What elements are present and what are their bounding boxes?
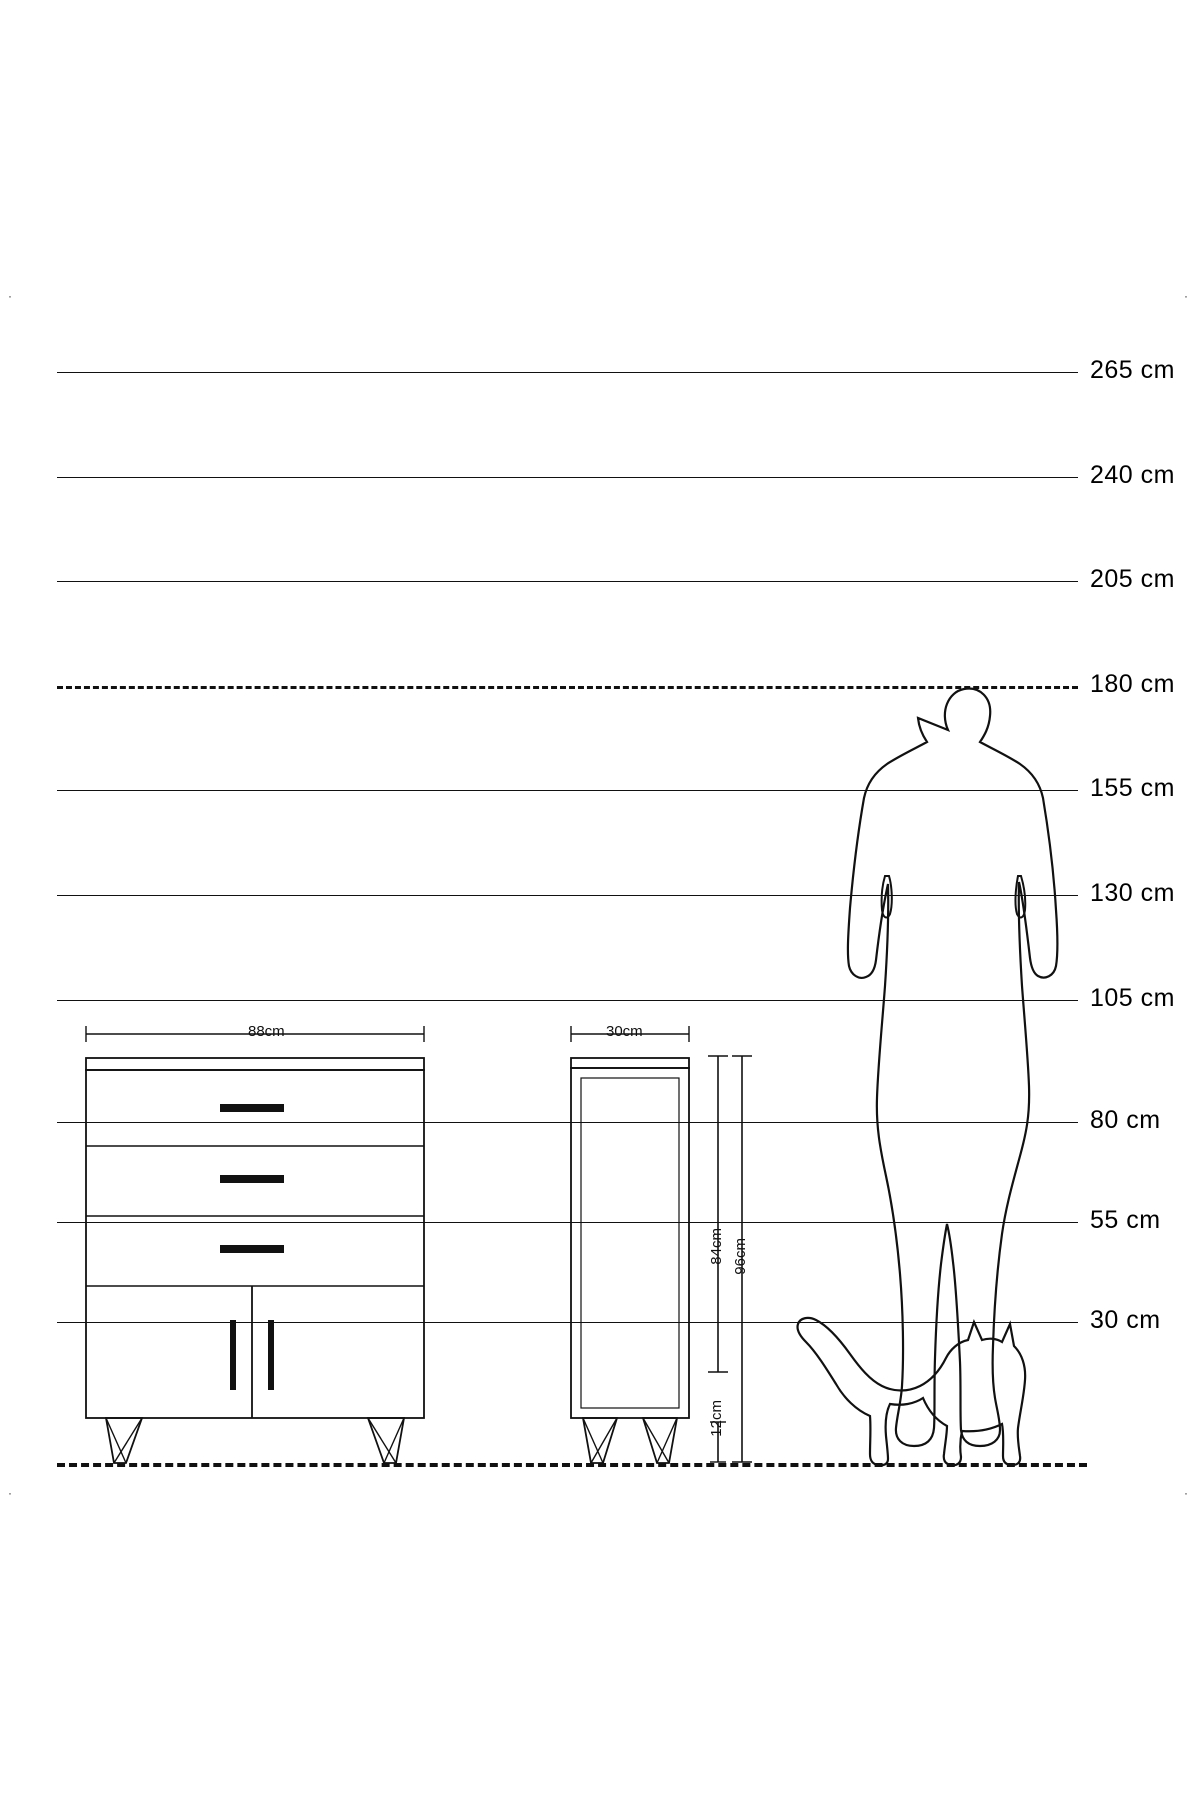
tall-cabinet-width-label: 30cm — [606, 1023, 643, 1040]
scale-label-55: 55 cm — [1090, 1206, 1161, 1234]
scale-label-105: 105 cm — [1090, 984, 1175, 1012]
tall-cabinet-leg-12-label: 12cm — [708, 1400, 725, 1437]
scale-label-180: 180 cm — [1090, 670, 1175, 698]
corner-tick-top-left: · — [8, 289, 12, 303]
corner-tick-top-right: · — [1184, 289, 1188, 303]
tall-cabinet-unit — [565, 1020, 695, 1480]
floor-line — [57, 1463, 1087, 1467]
corner-tick-bottom-left: · — [8, 1486, 12, 1500]
scale-label-240: 240 cm — [1090, 461, 1175, 489]
scale-row-265 — [0, 356, 1200, 384]
sideboard-width-label: 88cm — [248, 1023, 285, 1040]
tall-cabinet-height-96-label: 96cm — [732, 1238, 749, 1275]
cat-silhouette — [790, 1300, 1040, 1470]
corner-tick-bottom-right: · — [1184, 1486, 1188, 1500]
sideboard-unit — [80, 1020, 430, 1480]
scale-label-155: 155 cm — [1090, 774, 1175, 802]
scale-label-130: 130 cm — [1090, 879, 1175, 907]
tall-cabinet-height-84-label: 84cm — [708, 1228, 725, 1265]
scale-label-30: 30 cm — [1090, 1306, 1161, 1334]
scale-label-265: 265 cm — [1090, 356, 1175, 384]
scale-label-80: 80 cm — [1090, 1106, 1161, 1134]
scale-label-205: 205 cm — [1090, 565, 1175, 593]
scale-row-205 — [0, 565, 1200, 593]
scale-row-240 — [0, 461, 1200, 489]
